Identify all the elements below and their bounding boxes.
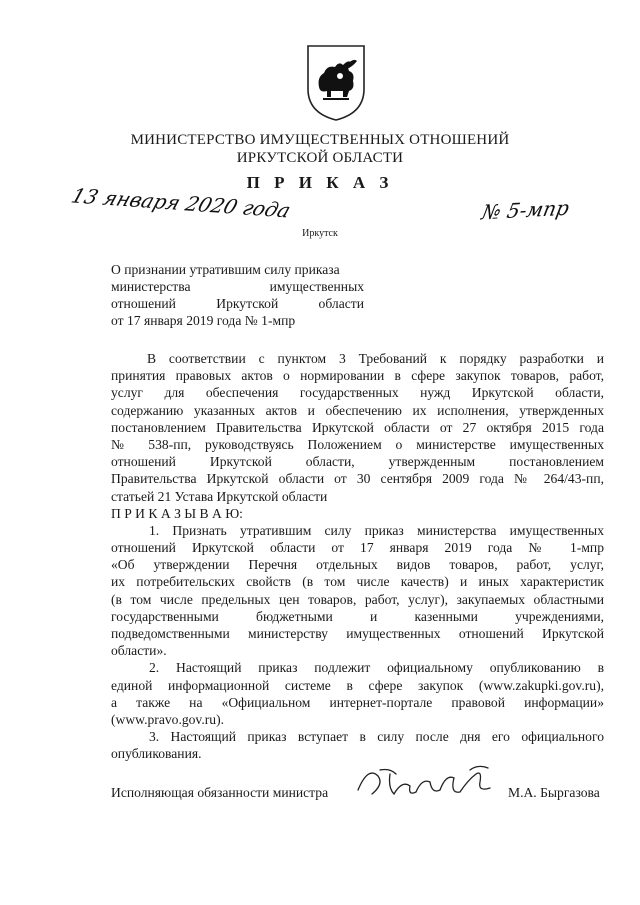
item-1-line: отношений Иркутской области от 17 января 2019 года № 1-мпр [111,540,604,556]
signatory-name: М.А. Быргазова [508,785,600,800]
subject-line: отношений Иркутской области [111,296,364,311]
ministry-name-line2: ИРКУТСКОЙ ОБЛАСТИ [236,150,404,166]
preamble-line: содержанию указанных актов и обеспечению их исполнения, утвержденных [111,402,604,418]
item-1-line: 1. Признать утратившим силу приказ министерства имущественных [149,522,604,538]
item-1-line: их потребительских свойств (в том числе качеств) и иных характеристик [111,574,604,590]
subject-line: О признании утратившим силу приказа [111,262,340,277]
preamble-line: постановлением Правительства Иркутской области от 27 октября 2015 года [111,419,604,435]
item-2-line: а также на «Официальном интернет-портале правовой информации» [111,694,604,710]
preamble-line: отношений Иркутской области, утвержденным постановлением [111,454,604,470]
preamble-line: принятия правовых актов о нормировании в сфере закупок товаров, работ, [111,368,604,384]
subject-block [111,261,364,329]
item-1-line: подведомственными министерству имущественных отношений Иркутской [111,626,604,641]
item-3-line: опубликования. [111,746,202,762]
subject-line: от 17 января 2019 года № 1-мпр [111,313,296,328]
preamble-line: В соответствии с пунктом 3 Требований к порядку разработки и [147,351,604,366]
ministry-name-line1: МИНИСТЕРСТВО ИМУЩЕСТВЕННЫХ ОТНОШЕНИЙ [130,132,510,148]
item-2-line: (www.pravo.gov.ru). [111,711,224,727]
signatory-position: Исполняющая обязанности министра [111,785,329,800]
item-3-line: 3. Настоящий приказ вступает в силу после дня его официального [149,729,604,745]
document-body [111,350,604,763]
item-2-line: 2. Настоящий приказ подлежит официальному опубликованию в [149,660,604,676]
preamble-line: Правительства Иркутской области от 30 сентября 2009 года № 264/43-пп, [111,471,604,487]
handwritten-signature [350,760,510,810]
handwritten-number: № 5-мпр [479,195,572,225]
preamble-line: услуг для обеспечения государственных нужд Иркутской области, [111,385,604,401]
coat-of-arms-emblem [305,43,367,123]
order-word: П Р И К А З Ы В А Ю: [111,505,243,521]
preamble-line: № 538-пп, руководствуясь Положением о министерстве имущественных [111,436,604,452]
city-name: Иркутск [302,228,338,239]
preamble-line: статьей 21 Устава Иркутской области [111,488,328,504]
item-1-line: (в том числе предельных цен товаров, работ, услуг), закупаемых областными [111,591,604,607]
document-title: П Р И К А З [246,173,394,192]
item-1-line: области». [111,643,167,659]
item-2-line: единой информационной системе в сфере закупок (www.zakupki.gov.ru), [111,677,604,693]
subject-line: министерства имущественных [111,279,364,294]
handwritten-date: 13 января 2020 года [68,183,294,223]
item-1-line: «Об утверждении Перечня отдельных видов товаров, работ, услуг, [111,557,604,573]
item-1-line: государственными бюджетными и казенными учреждениями, [111,608,604,624]
